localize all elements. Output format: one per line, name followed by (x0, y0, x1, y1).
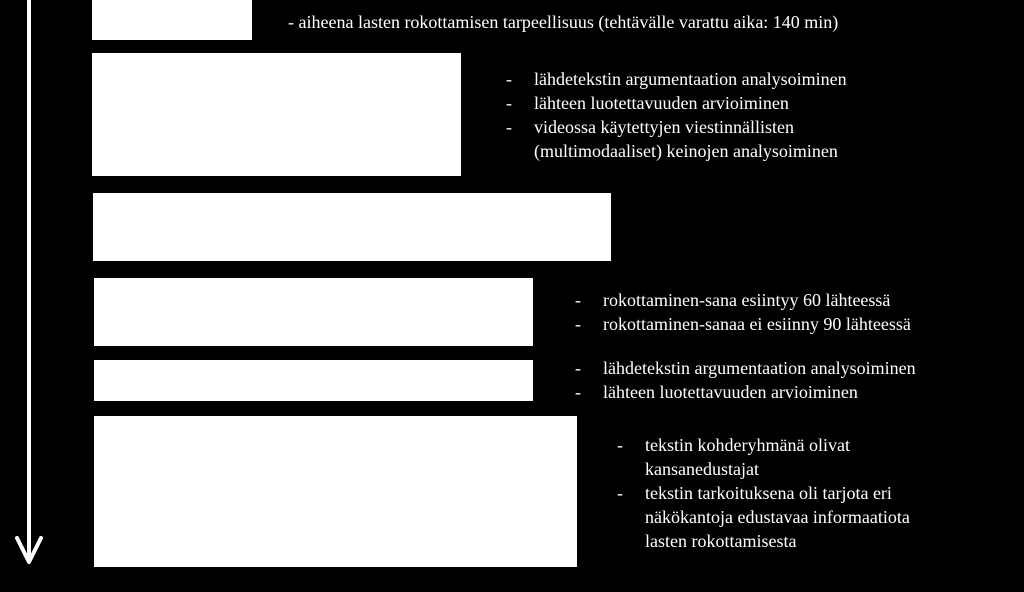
note-line: tekstin kohderyhmänä olivat (645, 435, 850, 455)
step-5-notes (575, 356, 916, 404)
note-item: - rokottaminen-sanaa ei esiinny 90 lähteessä (575, 312, 911, 336)
note-line: lasten rokottamisesta (645, 531, 797, 551)
step-box-1 (92, 0, 252, 40)
step-6-notes (617, 433, 910, 553)
note-line: kansanedustajat (645, 459, 759, 479)
note-line: näkökantoja edustavaa informaatiota (645, 507, 910, 527)
note-line: tekstin tarkoituksena oli tarjota eri (645, 483, 892, 503)
step-1-note: - aiheena lasten rokottamisen tarpeellisuus (tehtävälle varattu aika: 140 min) (288, 12, 839, 32)
note-item (506, 115, 847, 163)
step-box-3 (93, 193, 611, 261)
step-box-2 (92, 53, 461, 176)
step-4-notes (575, 288, 911, 336)
step-box-4 (94, 278, 533, 346)
step-box-6 (94, 416, 577, 567)
note-item: - rokottaminen-sana esiintyy 60 lähteessä (575, 288, 911, 312)
note-item (617, 433, 910, 481)
note-item: - lähteen luotettavuuden arvioiminen (506, 91, 847, 115)
note-item: - lähdetekstin argumentaation analysoiminen (575, 356, 916, 380)
step-box-5 (94, 360, 533, 401)
note-line: (multimodaaliset) keinojen analysoiminen (534, 141, 838, 161)
note-item: - lähteen luotettavuuden arvioiminen (575, 380, 916, 404)
note-item (617, 481, 910, 553)
note-item: - lähdetekstin argumentaation analysoiminen (506, 67, 847, 91)
note-line: videossa käytettyjen viestinnällisten (534, 117, 794, 137)
timeline-down-arrow (14, 0, 44, 568)
step-2-notes (506, 67, 847, 163)
